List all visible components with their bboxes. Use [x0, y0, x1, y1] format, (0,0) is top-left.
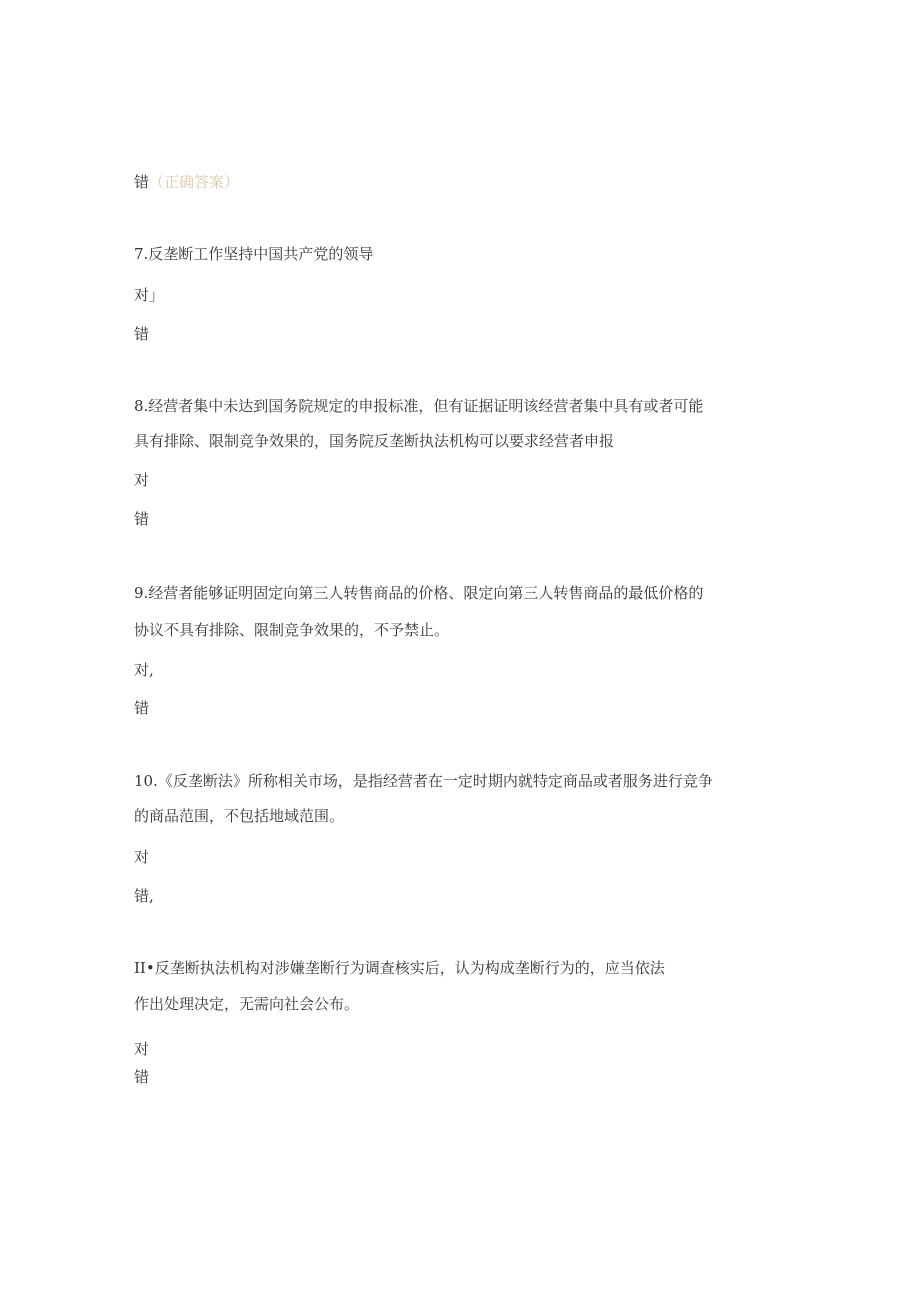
question-8-text-line-1: 8.经营者集中未达到国务院规定的申报标准，但有证据证明该经营者集中具有或者可能 — [134, 397, 704, 415]
correct-answer-hint: （正确答案） — [149, 173, 240, 191]
question-9-text-line-1: 9.经营者能够证明固定向第三人转售商品的价格、限定向第三人转售商品的最低价格的 — [134, 584, 704, 602]
question-10-text-line-1: 10.《反垄断法》所称相关市场，是指经营者在一定时期内就特定商品或者服务进行竞争 — [134, 772, 713, 790]
question-11-option-true: 对 — [134, 1040, 150, 1058]
question-11-text-line-1: II•反垄断执法机构对涉嫌垄断行为调查核实后，认为构成垄断行为的，应当依法 — [134, 959, 665, 977]
question-7-option-false: 错 — [134, 325, 150, 343]
question-8-option-false: 错 — [134, 510, 150, 528]
question-10-option-false: 错, — [134, 887, 154, 905]
question-10-option-true: 对 — [134, 848, 150, 866]
question-8-text-line-2: 具有排除、限制竞争效果的，国务院反垄断执法机构可以要求经营者申报 — [134, 432, 615, 450]
option-wrong: 错 — [134, 173, 150, 191]
question-8-option-true: 对 — [134, 471, 150, 489]
prev-answer-option — [134, 172, 239, 192]
question-7-option-true: 对」 — [134, 286, 165, 304]
question-11-text-line-2: 作出处理决定，无需向社会公布。 — [134, 995, 360, 1013]
question-9-option-false: 错 — [134, 699, 150, 717]
question-10-text-line-2: 的商品范围，不包括地域范围。 — [134, 807, 345, 825]
question-7-text: 7.反垄断工作坚持中国共产党的领导 — [134, 245, 374, 263]
question-9-text-line-2: 协议不具有排除、限制竞争效果的，不予禁止。 — [134, 621, 450, 639]
question-11-option-false: 错 — [134, 1068, 150, 1086]
question-9-option-true: 对, — [134, 661, 154, 679]
